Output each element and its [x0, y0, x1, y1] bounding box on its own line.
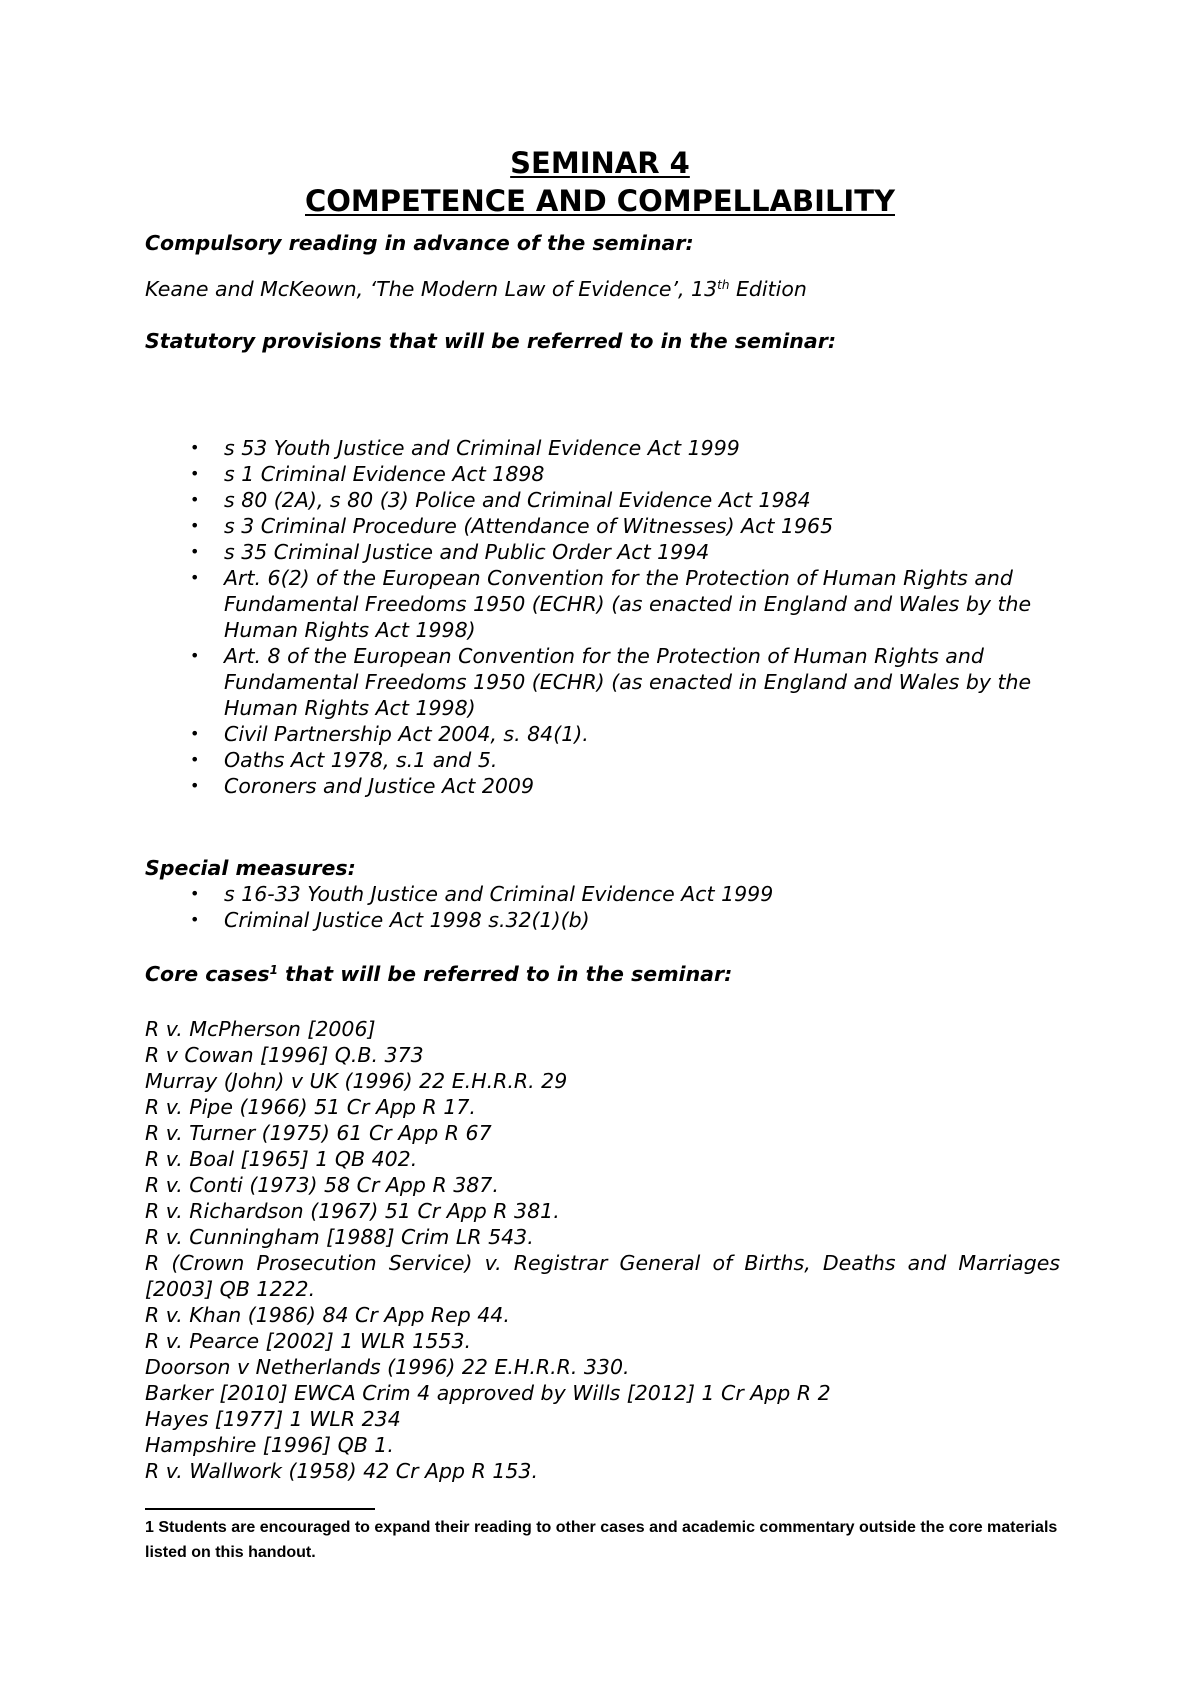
list-item-text: s 1 Criminal Evidence Act 1898 — [224, 462, 545, 486]
list-item-text: s 53 Youth Justice and Criminal Evidence Act 1999 — [224, 436, 740, 460]
seminar-topic-title: COMPETENCE AND COMPELLABILITY — [305, 184, 895, 218]
list-item-text: s 3 Criminal Procedure (Attendance of Witnesses) Act 1965 — [224, 514, 834, 538]
list-item-text: s 16-33 Youth Justice and Criminal Evidence Act 1999 — [224, 882, 774, 906]
bullet-icon: • — [190, 750, 200, 769]
case-item: R v. Pearce [2002] 1 WLR 1553. — [145, 1329, 471, 1353]
case-item: R v. Richardson (1967) 51 Cr App R 381. — [145, 1199, 560, 1223]
list-item-text: Criminal Justice Act 1998 s.32(1)(b) — [224, 908, 590, 932]
list-item — [190, 747, 1084, 773]
core-cases-list — [145, 1016, 1060, 1484]
list-item-text: s 35 Criminal Justice and Public Order Act 1994 — [224, 540, 710, 564]
footnote-text: Students are encouraged to expand their reading to other cases and academic commentary outside the core materials listed on this handout. — [145, 1519, 1058, 1561]
bullet-icon: • — [190, 490, 200, 509]
list-item — [190, 643, 1084, 721]
case-item: Murray (John) v UK (1996) 22 E.H.R.R. 29 — [145, 1069, 568, 1093]
list-item-text: s 80 (2A), s 80 (3) Police and Criminal Evidence Act 1984 — [224, 488, 811, 512]
bullet-icon: • — [190, 724, 200, 743]
bullet-icon: • — [190, 646, 200, 665]
bullet-icon: • — [190, 438, 200, 457]
case-item: Doorson v Netherlands (1996) 22 E.H.R.R. 330. — [145, 1355, 630, 1379]
reading-reference — [145, 277, 807, 301]
list-item — [190, 721, 1084, 747]
list-item-text: Coroners and Justice Act 2009 — [224, 774, 535, 798]
reading-reference-edition: Edition — [729, 277, 807, 301]
list-item — [190, 565, 1084, 643]
special-measures-heading: Special measures: — [145, 856, 356, 880]
case-item: R v. Pipe (1966) 51 Cr App R 17. — [145, 1095, 476, 1119]
case-item: R v. Conti (1973) 58 Cr App R 387. — [145, 1173, 499, 1197]
case-item: R v. Wallwork (1958) 42 Cr App R 153. — [145, 1459, 538, 1483]
edition-superscript: th — [717, 278, 730, 292]
list-item — [190, 461, 1084, 487]
bullet-icon: • — [190, 884, 200, 903]
bullet-icon: • — [190, 542, 200, 561]
footnote-number: 1 — [145, 1519, 154, 1536]
list-item — [190, 907, 773, 933]
case-item: R v. McPherson [2006] — [145, 1017, 376, 1041]
bullet-icon: • — [190, 568, 200, 587]
list-item-text: Art. 6(2) of the European Convention for the Protection of Human Rights and Fundamental Freedoms 1950 (ECHR) (as enacted in England and Wales by the Human Rights Act 1998) — [224, 566, 1032, 642]
list-item — [190, 487, 1084, 513]
compulsory-reading-heading: Compulsory reading in advance of the seminar: — [145, 231, 694, 255]
core-cases-heading — [145, 962, 732, 986]
bullet-icon: • — [190, 464, 200, 483]
case-item: R v. Cunningham [1988] Crim LR 543. — [145, 1225, 534, 1249]
bullet-icon: • — [190, 516, 200, 535]
list-item-text: Art. 8 of the European Convention for the Protection of Human Rights and Fundamental Freedoms 1950 (ECHR) (as enacted in England and Wales by the Human Rights Act 1998) — [224, 644, 1032, 720]
list-item — [190, 435, 1084, 461]
case-item: R v. Boal [1965] 1 QB 402. — [145, 1147, 418, 1171]
case-item: R v. Turner (1975) 61 Cr App R 67 — [145, 1121, 492, 1145]
list-item — [190, 881, 773, 907]
bullet-icon: • — [190, 776, 200, 795]
list-item — [190, 539, 1084, 565]
footnote — [145, 1515, 1075, 1565]
case-item: R v Cowan [1996] Q.B. 373 — [145, 1043, 424, 1067]
list-item — [190, 513, 1084, 539]
special-measures-list — [190, 881, 773, 933]
case-item: R (Crown Prosecution Service) v. Registrar General of Births, Deaths and Marriages [2003] QB 1222. — [145, 1251, 1060, 1301]
reading-reference-text: Keane and McKeown, ‘The Modern Law of Evidence’, 13 — [145, 277, 718, 301]
core-cases-heading-rest: that will be referred to in the seminar: — [277, 962, 733, 986]
seminar-number-title: SEMINAR 4 — [510, 146, 690, 180]
case-item: Hayes [1977] 1 WLR 234 — [145, 1407, 401, 1431]
bullet-icon: • — [190, 910, 200, 929]
footnote-separator — [145, 1508, 375, 1510]
statutory-provisions-heading: Statutory provisions that will be referred to in the seminar: — [145, 329, 837, 353]
case-item: Hampshire [1996] QB 1. — [145, 1433, 394, 1457]
list-item-text: Civil Partnership Act 2004, s. 84(1). — [224, 722, 589, 746]
list-item — [190, 773, 1084, 799]
list-item-text: Oaths Act 1978, s.1 and 5. — [224, 748, 498, 772]
case-item: Barker [2010] EWCA Crim 4 approved by Wills [2012] 1 Cr App R 2 — [145, 1381, 831, 1405]
statutory-provisions-list — [190, 435, 1084, 799]
case-item: R v. Khan (1986) 84 Cr App Rep 44. — [145, 1303, 510, 1327]
core-cases-heading-text: Core cases — [145, 962, 270, 986]
footnote-reference: 1 — [269, 963, 278, 977]
